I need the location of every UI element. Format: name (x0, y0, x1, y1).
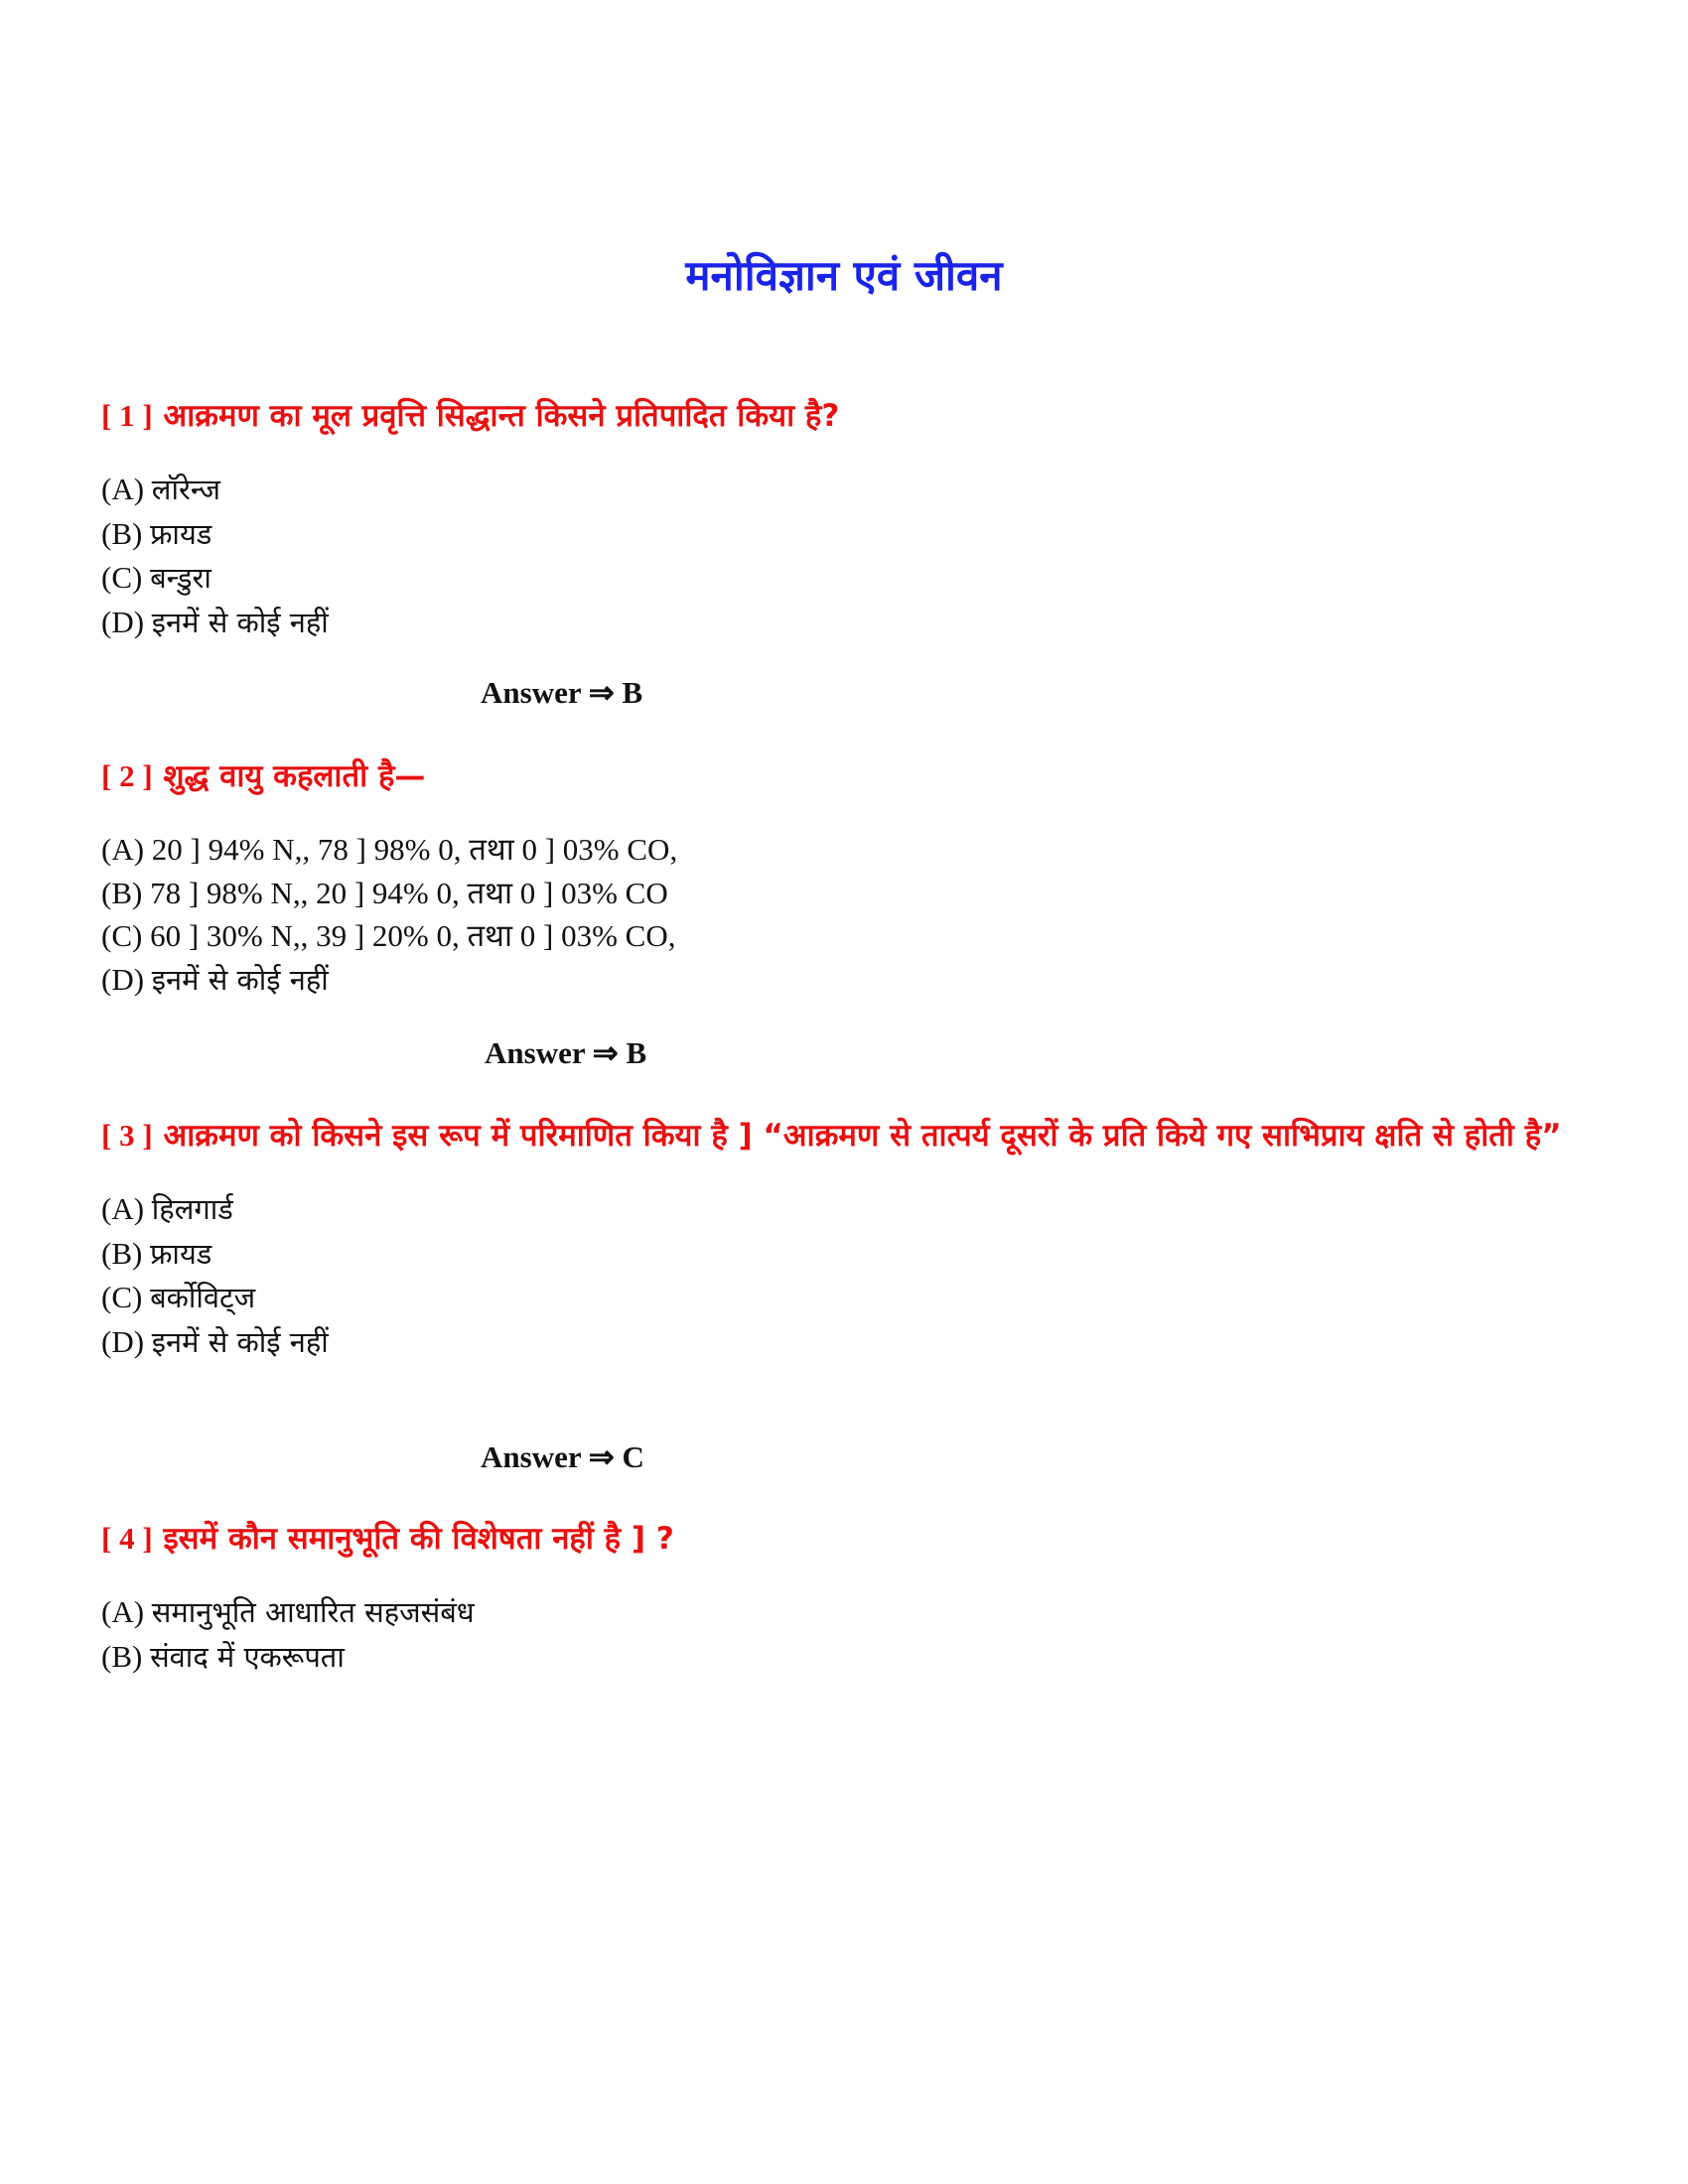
option-c (101, 556, 1591, 601)
option-text: लॉरेन्ज (151, 473, 220, 506)
option-d (101, 958, 1591, 1003)
question-number: [ 1 ] (101, 398, 153, 433)
option-text: बर्कोविट्ज (150, 1281, 256, 1314)
option-text: 20 ] 94% N,, 78 ] 98% 0, तथा 0 ] 03% CO, (151, 832, 678, 867)
option-label: (C) (101, 918, 143, 953)
option-a (101, 1590, 1591, 1635)
question-body: आक्रमण को किसने इस रूप में परिमाणित किया है ] “आक्रमण से तात्पर्य दूसरों के प्रति किये गए साभिप्राय क्षति से होती है” (163, 1118, 1562, 1154)
option-b (101, 1232, 1591, 1277)
option-label: (B) (101, 1235, 143, 1271)
option-text: इनमें से कोई नहीं (151, 605, 329, 639)
option-label: (B) (101, 875, 143, 910)
option-text: संवाद में एकरूपता (150, 1639, 345, 1674)
option-label: (C) (101, 1280, 143, 1314)
question-text (101, 1517, 1591, 1561)
option-text: फ्रायड (150, 1236, 212, 1271)
question-text (101, 394, 1591, 438)
option-b (101, 512, 1591, 557)
options-list (101, 1187, 1591, 1364)
option-label: (A) (101, 832, 145, 867)
option-text: इनमें से कोई नहीं (151, 1324, 329, 1359)
option-c (101, 1276, 1591, 1320)
option-b (101, 1635, 1591, 1680)
question-1 (101, 394, 1591, 644)
question-text (101, 754, 1591, 798)
option-b (101, 872, 1591, 915)
option-text: इनमें से कोई नहीं (151, 962, 329, 997)
question-body: आक्रमण का मूल प्रवृत्ति सिद्धान्त किसने प्रतिपादित किया है? (163, 398, 840, 434)
question-body: इसमें कौन समानुभूति की विशेषता नहीं है ] ? (163, 1521, 674, 1557)
option-a (101, 1187, 1591, 1232)
option-d (101, 1320, 1591, 1365)
question-2 (101, 754, 1591, 1002)
option-text: समानुभूति आधारित सहजसंबंध (151, 1595, 475, 1629)
options-list (101, 1590, 1591, 1679)
answer-3: Answer ⇒ C (481, 1439, 644, 1474)
option-text: हिलगार्ड (151, 1192, 233, 1226)
option-text: 60 ] 30% N,, 39 ] 20% 0, तथा 0 ] 03% CO, (150, 918, 676, 953)
option-a (101, 828, 1591, 872)
option-text: बन्डुरा (150, 561, 211, 595)
option-d (101, 601, 1591, 645)
question-4 (101, 1517, 1591, 1679)
page-title: मनोविज्ञान एवं जीवन (685, 251, 1003, 300)
option-label: (D) (101, 961, 145, 997)
question-text (101, 1114, 1591, 1158)
question-3 (101, 1114, 1591, 1364)
option-label: (C) (101, 560, 143, 595)
question-number: [ 4 ] (101, 1521, 153, 1556)
option-label: (D) (101, 1323, 145, 1359)
option-text: फ्रायड (150, 516, 212, 551)
question-body: शुद्ध वायु कहलाती है— (163, 758, 426, 794)
option-label: (A) (101, 472, 145, 506)
options-list (101, 468, 1591, 644)
option-text: 78 ] 98% N,, 20 ] 94% 0, तथा 0 ] 03% CO (150, 875, 668, 910)
answer-2: Answer ⇒ B (485, 1035, 647, 1070)
option-label: (B) (101, 1638, 143, 1674)
option-label: (A) (101, 1594, 145, 1629)
option-label: (A) (101, 1191, 145, 1226)
question-number: [ 3 ] (101, 1118, 153, 1153)
answer-1: Answer ⇒ B (481, 675, 643, 710)
option-label: (B) (101, 515, 143, 551)
option-c (101, 914, 1591, 958)
options-list (101, 828, 1591, 1002)
option-a (101, 468, 1591, 512)
question-number: [ 2 ] (101, 758, 153, 793)
option-label: (D) (101, 604, 145, 639)
